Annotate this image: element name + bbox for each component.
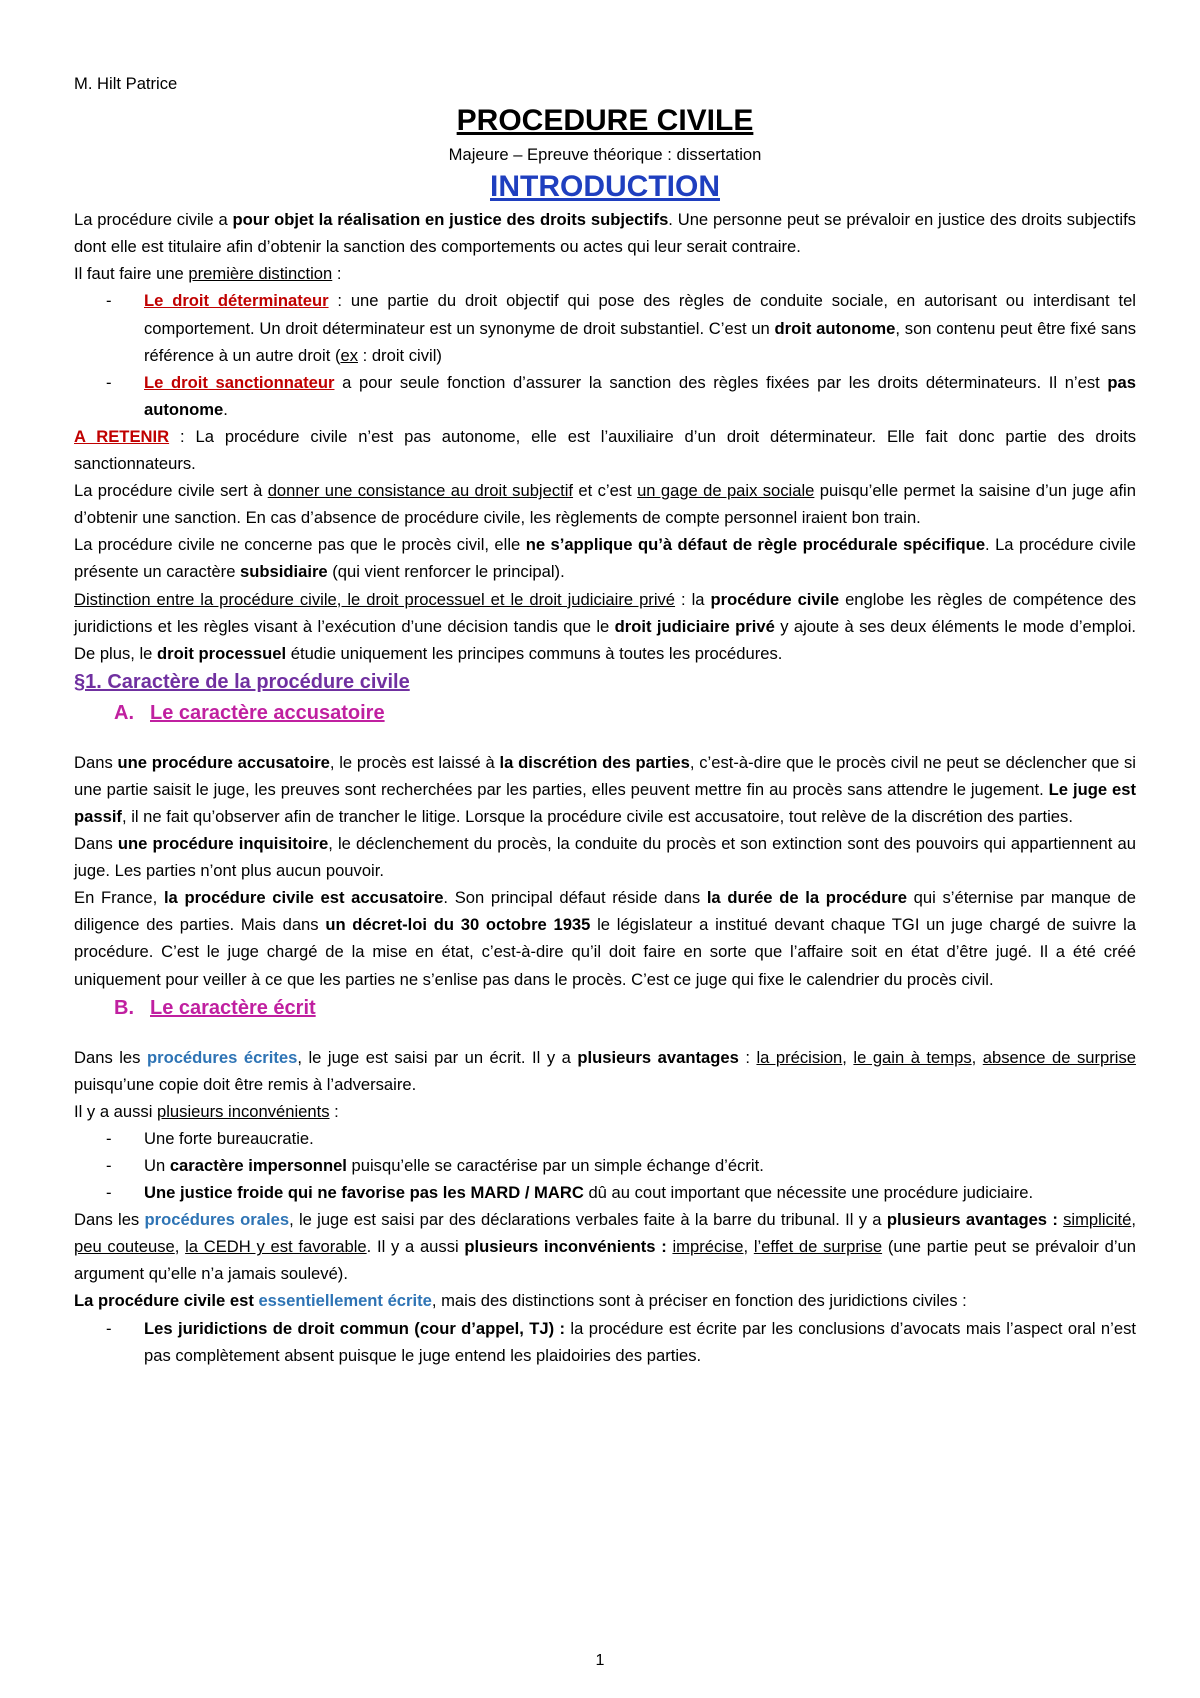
- text: et c’est: [573, 481, 638, 501]
- text: puisqu’une copie doit être remis à l’adversaire.: [74, 1074, 417, 1094]
- text: :: [332, 264, 342, 284]
- bold-text: ne s’applique qu’à défaut de règle procédurale spécifique: [525, 535, 986, 555]
- paragraph-processual: [74, 586, 1136, 667]
- underlined-text: l’effet de surprise: [753, 1237, 883, 1257]
- paragraph-written: [74, 1044, 1136, 1098]
- paragraph-object: [74, 206, 1136, 260]
- text: la procédure est écrite par les conclusions d’avocats mais l’aspect oral n’est pas complètement absent puisque le juge entend les plaidoiries des parties.: [144, 1318, 1136, 1365]
- underlined-text: la précision: [756, 1047, 843, 1067]
- bold-text: la discrétion des parties: [499, 752, 690, 772]
- text: y ajoute à ses deux éléments le mode d’emploi. De plus, le: [74, 616, 1137, 663]
- text: Dans les: [74, 1047, 147, 1067]
- subsection-title: Le caractère accusatoire: [150, 701, 385, 724]
- text: : droit civil): [358, 345, 442, 365]
- underlined-text: première distinction: [188, 264, 333, 284]
- text: qui s’éternise par manque de diligence des parties. Mais dans: [74, 888, 1136, 935]
- bold-text: subsidiaire: [240, 562, 328, 582]
- text: .: [223, 399, 228, 419]
- text: puisqu’elle se caractérise par un simple échange d’écrit.: [346, 1156, 764, 1175]
- subsection-title: Le caractère écrit: [150, 996, 316, 1019]
- list-item: - Une forte bureaucratie.: [144, 1125, 1136, 1152]
- section-heading: §1. Caractère de la procédure civile: [74, 670, 410, 693]
- text: dû au cout important que nécessite une procédure judiciaire.: [583, 1183, 1034, 1203]
- bold-text: plusieurs inconvénients :: [464, 1237, 667, 1257]
- bold-text: Une justice froide qui ne favorise pas les MARD / MARC: [144, 1183, 584, 1203]
- text: La procédure civile sert à: [74, 481, 268, 501]
- distinction-list: [74, 287, 1136, 422]
- underlined-text: la CEDH y est favorable: [185, 1237, 367, 1257]
- list-item: [144, 287, 1136, 368]
- text: ,: [1131, 1210, 1136, 1230]
- bold-text: un décret-loi du 30 octobre 1935: [325, 915, 591, 935]
- paragraph-oral: [74, 1206, 1136, 1287]
- paragraph-accusatory: [74, 749, 1136, 830]
- drawbacks-list: [74, 1125, 1136, 1206]
- text: , mais des distinctions sont à préciser en fonction des juridictions civiles :: [431, 1291, 967, 1311]
- paragraph-inquisitory: [74, 830, 1136, 884]
- text: , le juge est saisi par des déclarations verbales faite à la barre du tribunal. Il y a: [289, 1210, 887, 1230]
- underlined-text: imprécise: [672, 1237, 744, 1257]
- retenir-label: A RETENIR: [74, 426, 170, 446]
- text: : une partie du droit objectif qui pose des règles de conduite sociale, en autorisant ou interdisant tel comportement. Un droit déterminateur est un synonyme de droit substantiel. C’est un: [144, 291, 1136, 338]
- bold-text: une procédure inquisitoire: [117, 834, 329, 854]
- author-name: M. Hilt Patrice: [74, 74, 178, 93]
- text: ,: [174, 1237, 186, 1257]
- text: :: [738, 1047, 757, 1067]
- list-item: [144, 1152, 1136, 1179]
- text: Un: [144, 1156, 170, 1175]
- underlined-text: donner une consistance au droit subjectif: [267, 481, 574, 501]
- blue-bold-text: essentiellement écrite: [258, 1291, 432, 1311]
- text: , c’est-à-dire que le procès civil ne peut se déclencher que si une partie saisit le juge, les preuves sont recherchées par les parties, elles peuvent mettre fin au procès sans attendre le jugement.: [74, 752, 1136, 799]
- text: : la: [675, 589, 711, 609]
- bold-text: Les juridictions de droit commun (cour d’appel, TJ) :: [144, 1318, 566, 1338]
- bold-text: droit processuel: [157, 643, 287, 663]
- bold-text: la procédure civile est accusatoire: [163, 888, 444, 908]
- paragraph-subsidiary: [74, 531, 1136, 585]
- bold-text: caractère impersonnel: [169, 1156, 347, 1175]
- paragraph-drawbacks: [74, 1098, 1136, 1125]
- underlined-text: un gage de paix sociale: [637, 481, 815, 501]
- text: ,: [971, 1047, 983, 1067]
- bold-text: une procédure accusatoire: [117, 752, 330, 772]
- term-highlight: Le droit déterminateur: [144, 291, 329, 311]
- text: (une partie peut se prévaloir d’un argument qu’elle n’a jamais soulevé).: [74, 1237, 1136, 1284]
- underlined-text: peu couteuse: [74, 1237, 175, 1257]
- text: . Une personne peut se prévaloir en justice des droits subjectifs dont elle est titulaire afin d’obtenir la sanction des comportements ou actes qui leur serait contraire.: [74, 210, 1136, 257]
- text: . Son principal défaut réside dans: [443, 888, 707, 908]
- bold-text: droit autonome: [774, 318, 896, 338]
- underlined-text: Distinction entre la procédure civile, le droit processuel et le droit judiciaire privé: [74, 589, 676, 609]
- paragraph-france: [74, 884, 1136, 992]
- text: La procédure civile ne concerne pas que le procès civil, elle: [74, 535, 526, 555]
- bold-text: plusieurs avantages :: [886, 1210, 1058, 1230]
- document-subtitle: Majeure – Epreuve théorique : dissertation: [448, 145, 762, 165]
- paragraph-purpose: [74, 477, 1136, 531]
- text: a pour seule fonction d’assurer la sanction des règles fixées par les droits déterminateurs. Il n’est: [334, 372, 1108, 392]
- list-item: [144, 369, 1136, 423]
- text: Dans: [74, 834, 118, 854]
- subsection-heading-b: [114, 993, 1136, 1024]
- underlined-text: absence de surprise: [982, 1047, 1136, 1067]
- text: le législateur a institué devant chaque TGI un juge chargé de suivre la procédure. C’est le juge chargé de la mise en état, c’est-à-dire qu’il doit faire en sorte que l’affaire soit en état d’être jugé. Il a été créé uniquement pour veiller à ce que les parties ne s’enlise pas dans le procès. C’est ce juge qui fixe le calendrier du procès civil.: [74, 915, 1136, 989]
- text: , le déclenchement du procès, la conduite du procès et son extinction sont des pouvoirs qui appartiennent au juge. Les parties n’ont plus aucun pouvoir.: [74, 834, 1136, 881]
- paragraph-retenir: [74, 423, 1136, 477]
- text: englobe les règles de compétence des juridictions et les règles visant à l’exécution d’une décision tandis que le: [74, 589, 1136, 636]
- underlined-text: le gain à temps: [853, 1047, 972, 1067]
- bold-text: procédure civile: [710, 589, 840, 609]
- text: La procédure civile a: [74, 210, 233, 230]
- text: Dans les: [74, 1210, 145, 1230]
- text: . Il y a aussi: [366, 1237, 465, 1257]
- bold-text: plusieurs avantages: [577, 1047, 739, 1067]
- text: Dans: [74, 752, 118, 772]
- document-title: PROCEDURE CIVILE: [456, 104, 754, 138]
- text: , le procès est laissé à: [329, 752, 500, 772]
- text: : La procédure civile n’est pas autonome, elle est l’auxiliaire d’un droit déterminateur. Elle fait donc partie des droits sanctionnateurs.: [74, 426, 1136, 474]
- text: , son contenu peut être fixé sans référence à un autre droit (: [144, 318, 1137, 365]
- bold-text: droit judiciaire privé: [614, 616, 775, 636]
- text: ,: [743, 1237, 754, 1257]
- underlined-text: simplicité: [1063, 1210, 1132, 1230]
- underlined-text: ex: [340, 345, 358, 365]
- text: (qui vient renforcer le principal).: [327, 562, 565, 582]
- introduction-heading: INTRODUCTION: [490, 170, 720, 204]
- bold-text: pour objet la réalisation en justice des droits subjectifs: [232, 210, 669, 230]
- subsection-letter: B.: [114, 996, 134, 1019]
- text: . La procédure civile présente un caractère: [74, 535, 1136, 582]
- list-item: [144, 1315, 1136, 1369]
- text: Il faut faire une: [74, 264, 189, 284]
- bold-text: Le juge est passif: [74, 779, 1136, 826]
- subsection-heading-a: [114, 698, 1136, 729]
- underlined-text: plusieurs inconvénients: [157, 1101, 330, 1121]
- text: Il y a aussi: [74, 1101, 158, 1121]
- text: En France,: [74, 888, 164, 908]
- bold-text: La procédure civile est: [74, 1291, 259, 1311]
- text: ,: [842, 1047, 854, 1067]
- text: , il ne fait qu’observer afin de trancher le litige. Lorsque la procédure civile est accusatoire, tout relève de la discrétion des parties.: [121, 806, 1073, 826]
- term-highlight: Le droit sanctionnateur: [144, 372, 335, 392]
- blue-bold-text: procédures écrites: [146, 1047, 298, 1067]
- text: puisqu’elle permet la saisine d’un juge afin d’obtenir une sanction. En cas d’absence de procédure civile, les règlements de compte personnel iraient bon train.: [74, 481, 1136, 528]
- document-page: [74, 70, 1136, 1369]
- list-item: [144, 1179, 1136, 1206]
- jurisdictions-list: [74, 1315, 1136, 1369]
- paragraph-distinction: [74, 260, 1136, 287]
- text: étudie uniquement les principes communs à toutes les procédures.: [286, 643, 783, 663]
- page-number: 1: [595, 1652, 605, 1669]
- bold-text: la durée de la procédure: [706, 888, 907, 908]
- blue-bold-text: procédures orales: [144, 1210, 290, 1230]
- paragraph-essentially-written: [74, 1287, 1136, 1314]
- bold-text: pas autonome: [144, 372, 1136, 419]
- subsection-letter: A.: [114, 701, 134, 724]
- text: , le juge est saisi par un écrit. Il y a: [297, 1047, 578, 1067]
- text: :: [329, 1101, 339, 1121]
